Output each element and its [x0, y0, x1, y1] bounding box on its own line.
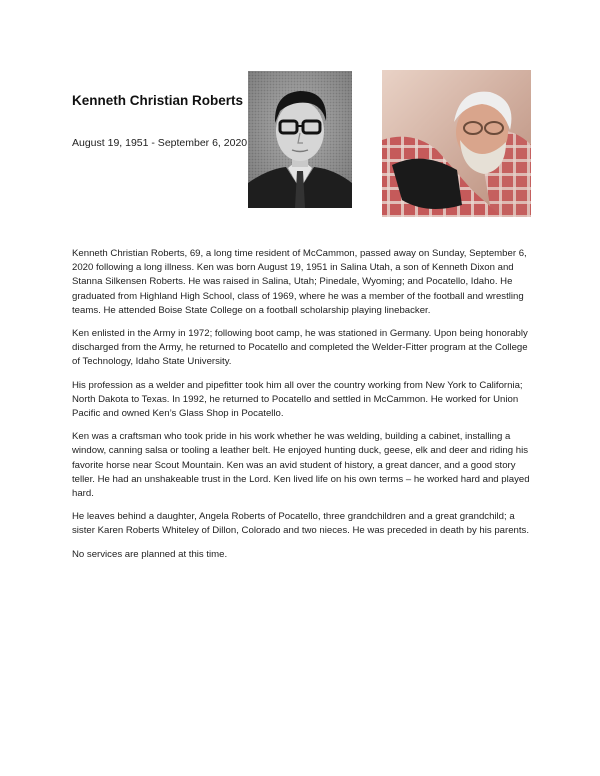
obituary-body	[72, 247, 536, 571]
portrait-photo-young-man-glasses-icon	[248, 71, 352, 208]
portrait-photo-young-man-glasses	[248, 71, 352, 208]
paragraph-military: Ken enlisted in the Army in 1972; following boot camp, he was stationed in Germany. Upon being honorably discharged from the Army, he returned to Pocatello and completed the Welder-Fitter program at the College of Technology, Idaho State University.	[72, 328, 528, 368]
portrait-photo-older-man-beard	[382, 70, 531, 217]
paragraph-biography: Kenneth Christian Roberts, 69, a long time resident of McCammon, passed away on Sunday, September 6, 2020 following a long illness. Ken was born August 19, 1951 in Salina Utah, a son of Kenneth Dixon and Stanna Silkensen Roberts. He was raised in Salina, Utah; Pinedale, Wyoming; and Pocatello, Idaho. He graduated from Highland High School, class of 1969, where he was a member of the football and wrestling teams. He attended Boise State College on a football scholarship playing linebacker.	[72, 248, 527, 316]
paragraph-survivors: He leaves behind a daughter, Angela Roberts of Pocatello, three grandchildren and a great grandchild; a sister Karen Roberts Whiteley of Dillon, Colorado and two nieces. He was preceded in death by his parents.	[72, 511, 530, 537]
portrait-photo-older-man-beard-icon	[382, 70, 531, 217]
paragraph-personality: Ken was a craftsman who took pride in his work whether he was welding, building a cabinet, installing a window, canning salsa or tooling a leather belt. He enjoyed hunting duck, geese, elk and deer and riding his favorite horse near Scout Mountain. Ken was an avid student of history, a great dancer, and a good story teller. He had an unshakeable trust in the Lord. Ken lived life on his own terms – he worked hard and played hard.	[72, 431, 530, 500]
obituary-dates: August 19, 1951 - September 6, 2020	[72, 137, 248, 149]
paragraph-career: His profession as a welder and pipefitter took him all over the country working from New York to California; North Dakota to Texas. In 1992, he returned to Pocatello and settled in McCammon. He worked for Union Pacific and owned Ken’s Glass Shop in Pocatello.	[72, 379, 523, 420]
obituary-name: Kenneth Christian Roberts	[72, 93, 244, 108]
paragraph-services: No services are planned at this time.	[72, 548, 228, 560]
